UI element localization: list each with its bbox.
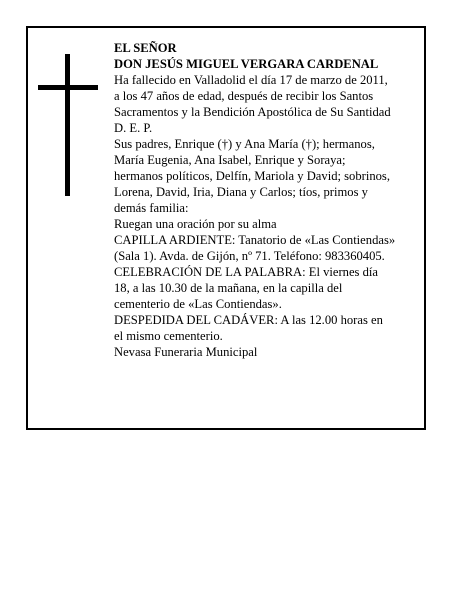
cross-horizontal-bar: [38, 85, 98, 90]
text-line: hermanos políticos, Delfín, Mariola y David; sobrinos,: [114, 169, 390, 183]
text-line: cementerio de «Las Contiendas».: [114, 297, 282, 311]
text-line: DESPEDIDA DEL CADÁVER: A las 12.00 horas en: [114, 313, 383, 327]
text-line: María Eugenia, Ana Isabel, Enrique y Soraya;: [114, 153, 346, 167]
obituary-title: EL SEÑOR: [114, 41, 177, 55]
text-line: CAPILLA ARDIENTE: Tanatorio de «Las Contiendas»: [114, 233, 396, 247]
text-line: (Sala 1). Avda. de Gijón, nº 71. Teléfono: 983360405.: [114, 249, 385, 263]
text-line: a los 47 años de edad, después de recibir los Santos: [114, 89, 374, 103]
text-line: D. E. P.: [114, 121, 153, 135]
text-line: Lorena, David, Iria, Diana y Carlos; tíos, primos y: [114, 185, 368, 199]
text-line: 18, a las 10.30 de la mañana, en la capilla del: [114, 281, 343, 295]
text-line: Sacramentos y la Bendición Apostólica de Su Santidad: [114, 105, 391, 119]
text-line: Sus padres, Enrique (†) y Ana María (†); hermanos,: [114, 137, 375, 151]
text-line: Nevasa Funeraria Municipal: [114, 345, 258, 359]
obituary-text: [114, 40, 414, 360]
text-line: el mismo cementerio.: [114, 329, 223, 343]
cross-vertical-bar: [65, 54, 70, 196]
latin-cross-icon: [38, 54, 98, 196]
text-line: demás familia:: [114, 201, 189, 215]
text-line: CELEBRACIÓN DE LA PALABRA: El viernes día: [114, 265, 378, 279]
text-line: Ha fallecido en Valladolid el día 17 de marzo de 2011,: [114, 73, 388, 87]
text-line: Ruegan una oración por su alma: [114, 217, 277, 231]
deceased-name: DON JESÚS MIGUEL VERGARA CARDENAL: [114, 57, 379, 71]
